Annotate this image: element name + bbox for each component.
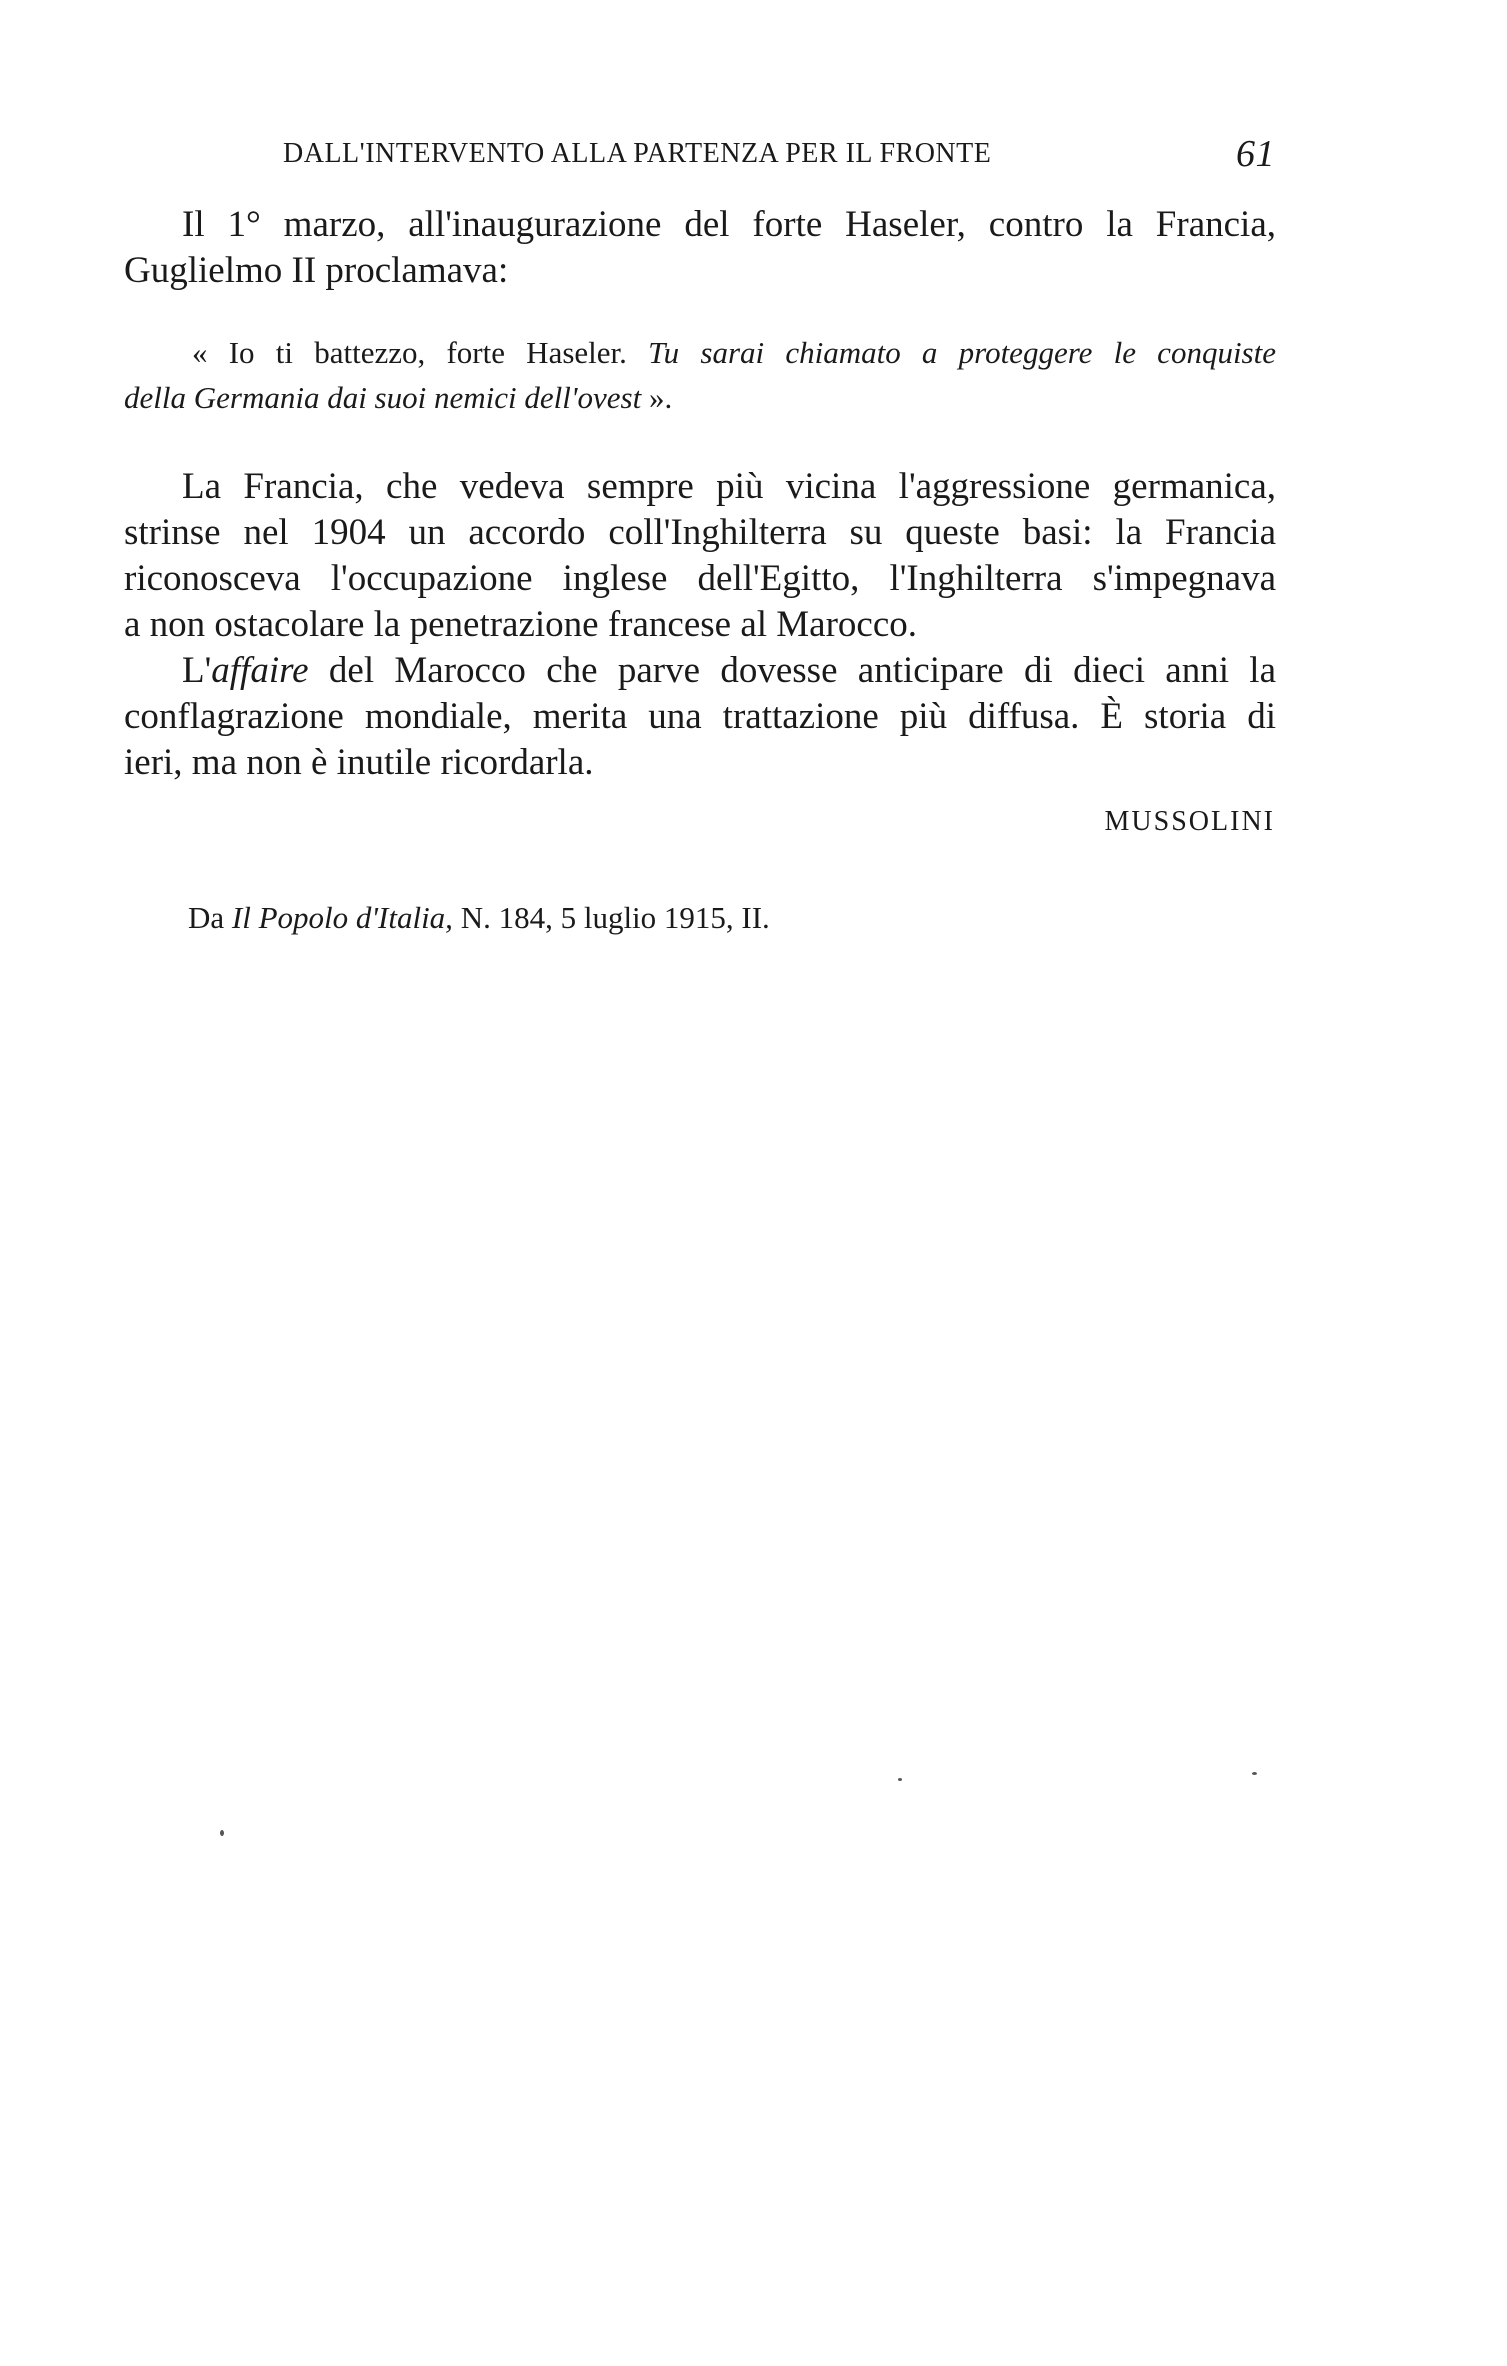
- print-speck: [220, 1830, 224, 1836]
- page-number: 61: [1236, 133, 1275, 175]
- affaire-prefix: L': [182, 650, 212, 691]
- paragraph-intro: [124, 202, 1276, 294]
- paragraph-line: Guglielmo II proclamava:: [124, 250, 509, 291]
- paragraph-line: a non ostacolare la penetrazione francese al Marocco.: [124, 604, 918, 645]
- quote-close: ».: [641, 380, 673, 415]
- paragraph-line: conflagrazione mondiale, merita una trattazione più diffusa. È storia di: [124, 696, 1276, 737]
- quote-italic-text: Tu sarai chiamato a proteggere le conquiste: [648, 335, 1276, 370]
- source-prefix: Da: [188, 900, 232, 935]
- quote-text: « Io ti battezzo, forte Haseler.: [192, 335, 649, 370]
- paragraph-main: [124, 464, 1276, 786]
- source-details: N. 184, 5 luglio 1915, II.: [452, 900, 770, 935]
- source-citation: [188, 900, 770, 936]
- affaire-italic: affaire: [211, 650, 309, 691]
- paragraph-line: Il 1° marzo, all'inaugurazione del forte Haseler, contro la Francia,: [182, 204, 1276, 245]
- print-speck: [898, 1778, 902, 1781]
- paragraph-line: ieri, ma non è inutile ricordarla.: [124, 742, 594, 783]
- paragraph-text: del Marocco che parve dovesse anticipare di dieci anni la: [308, 650, 1276, 691]
- running-title: DALL'INTERVENTO ALLA PARTENZA PER IL FRONTE: [283, 138, 992, 169]
- quote-italic-text: della Germania dai suoi nemici dell'ovest: [124, 380, 642, 415]
- paragraph-line: [124, 648, 1276, 694]
- paragraph-line: riconosceva l'occupazione inglese dell'Egitto, l'Inghilterra s'impegnava: [124, 558, 1276, 599]
- source-publication: Il Popolo d'Italia,: [231, 900, 453, 935]
- quote-line: [124, 330, 1276, 375]
- paragraph-line: strinse nel 1904 un accordo coll'Inghilterra su queste basi: la Francia: [124, 512, 1276, 553]
- block-quote: [124, 330, 1276, 420]
- author-signature: MUSSOLINI: [1104, 806, 1275, 837]
- quote-line: [124, 375, 1276, 420]
- print-speck: [1252, 1772, 1257, 1775]
- paragraph-line: La Francia, che vedeva sempre più vicina l'aggressione germanica,: [182, 466, 1276, 507]
